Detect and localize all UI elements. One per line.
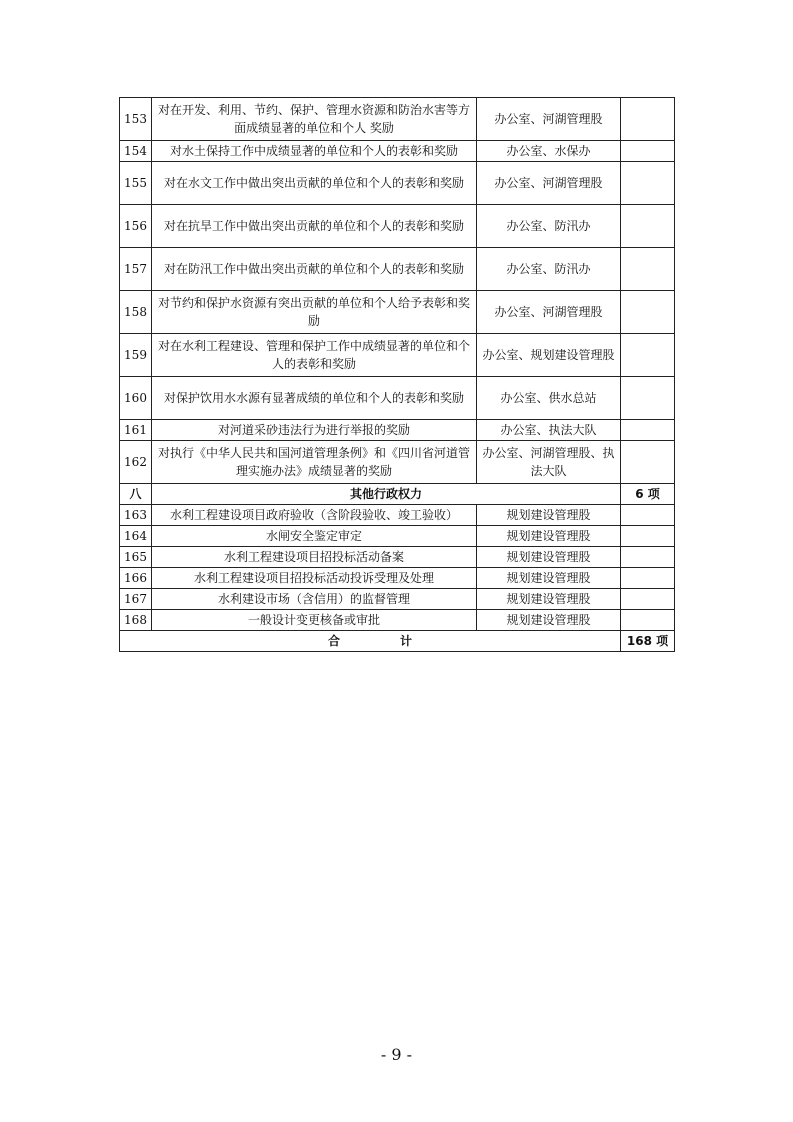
empty-cell — [621, 248, 675, 291]
row-number: 165 — [120, 547, 152, 568]
empty-cell — [621, 547, 675, 568]
empty-cell — [621, 610, 675, 631]
row-number: 163 — [120, 505, 152, 526]
item-name: 对执行《中华人民共和国河道管理条例》和《四川省河道管理实施办法》成绩显著的奖励 — [152, 441, 477, 484]
department: 规划建设管理股 — [477, 589, 621, 610]
section-number: 八 — [120, 484, 152, 505]
table-row — [120, 162, 675, 205]
item-name: 对在水文工作中做出突出贡献的单位和个人的表彰和奖励 — [152, 162, 477, 205]
table-row — [120, 98, 675, 141]
department: 办公室、规划建设管理股 — [477, 334, 621, 377]
empty-cell — [621, 98, 675, 141]
row-number: 157 — [120, 248, 152, 291]
item-name: 对水土保持工作中成绩显著的单位和个人的表彰和奖励 — [152, 141, 477, 162]
department: 规划建设管理股 — [477, 526, 621, 547]
department: 规划建设管理股 — [477, 547, 621, 568]
item-name: 水利工程建设项目招投标活动投诉受理及处理 — [152, 568, 477, 589]
item-name: 水闸安全鉴定审定 — [152, 526, 477, 547]
section-header-row — [120, 484, 675, 505]
empty-cell — [621, 334, 675, 377]
row-number: 164 — [120, 526, 152, 547]
table-row — [120, 420, 675, 441]
total-label: 合计 — [327, 634, 472, 648]
row-number: 160 — [120, 377, 152, 420]
department: 办公室、执法大队 — [477, 420, 621, 441]
empty-cell — [621, 377, 675, 420]
empty-cell — [621, 526, 675, 547]
section-count: 6 项 — [621, 484, 675, 505]
empty-cell — [621, 420, 675, 441]
item-name: 对节约和保护水资源有突出贡献的单位和个人给予表彰和奖励 — [152, 291, 477, 334]
table-row — [120, 589, 675, 610]
total-row — [120, 631, 675, 652]
row-number: 166 — [120, 568, 152, 589]
page-number: - 9 - — [380, 1045, 413, 1064]
empty-cell — [621, 205, 675, 248]
department: 办公室、河湖管理股 — [477, 162, 621, 205]
total-label-cell — [120, 631, 621, 652]
table-row — [120, 568, 675, 589]
table-row — [120, 547, 675, 568]
row-number: 161 — [120, 420, 152, 441]
table-row — [120, 377, 675, 420]
table-row — [120, 526, 675, 547]
row-number: 168 — [120, 610, 152, 631]
total-count: 168 项 — [621, 631, 675, 652]
department: 办公室、河湖管理股、执法大队 — [477, 441, 621, 484]
row-number: 155 — [120, 162, 152, 205]
row-number: 162 — [120, 441, 152, 484]
empty-cell — [621, 441, 675, 484]
row-number: 156 — [120, 205, 152, 248]
empty-cell — [621, 505, 675, 526]
empty-cell — [621, 568, 675, 589]
item-name: 一般设计变更核备或审批 — [152, 610, 477, 631]
table-row — [120, 141, 675, 162]
power-list-table — [119, 97, 675, 652]
department: 办公室、防汛办 — [477, 248, 621, 291]
row-number: 159 — [120, 334, 152, 377]
empty-cell — [621, 141, 675, 162]
section-title: 其他行政权力 — [152, 484, 621, 505]
table-row — [120, 291, 675, 334]
row-number: 154 — [120, 141, 152, 162]
department: 办公室、防汛办 — [477, 205, 621, 248]
empty-cell — [621, 291, 675, 334]
table-row — [120, 610, 675, 631]
row-number: 153 — [120, 98, 152, 141]
department: 办公室、水保办 — [477, 141, 621, 162]
department: 办公室、供水总站 — [477, 377, 621, 420]
item-name: 对在防汛工作中做出突出贡献的单位和个人的表彰和奖励 — [152, 248, 477, 291]
item-name: 水利工程建设项目招投标活动备案 — [152, 547, 477, 568]
table-row — [120, 505, 675, 526]
department: 规划建设管理股 — [477, 568, 621, 589]
empty-cell — [621, 589, 675, 610]
item-name: 水利建设市场（含信用）的监督管理 — [152, 589, 477, 610]
table-row — [120, 334, 675, 377]
table-row — [120, 205, 675, 248]
row-number: 158 — [120, 291, 152, 334]
item-name: 对在开发、利用、节约、保护、管理水资源和防治水害等方面成绩显著的单位和个人 奖励 — [152, 98, 477, 141]
department: 规划建设管理股 — [477, 505, 621, 526]
item-name: 对河道采砂违法行为进行举报的奖励 — [152, 420, 477, 441]
item-name: 对在水利工程建设、管理和保护工作中成绩显著的单位和个人的表彰和奖励 — [152, 334, 477, 377]
item-name: 对在抗旱工作中做出突出贡献的单位和个人的表彰和奖励 — [152, 205, 477, 248]
empty-cell — [621, 162, 675, 205]
item-name: 对保护饮用水水源有显著成绩的单位和个人的表彰和奖励 — [152, 377, 477, 420]
department: 办公室、河湖管理股 — [477, 98, 621, 141]
department: 规划建设管理股 — [477, 610, 621, 631]
table-row — [120, 441, 675, 484]
department: 办公室、河湖管理股 — [477, 291, 621, 334]
table-row — [120, 248, 675, 291]
row-number: 167 — [120, 589, 152, 610]
item-name: 水利工程建设项目政府验收（含阶段验收、竣工验收） — [152, 505, 477, 526]
